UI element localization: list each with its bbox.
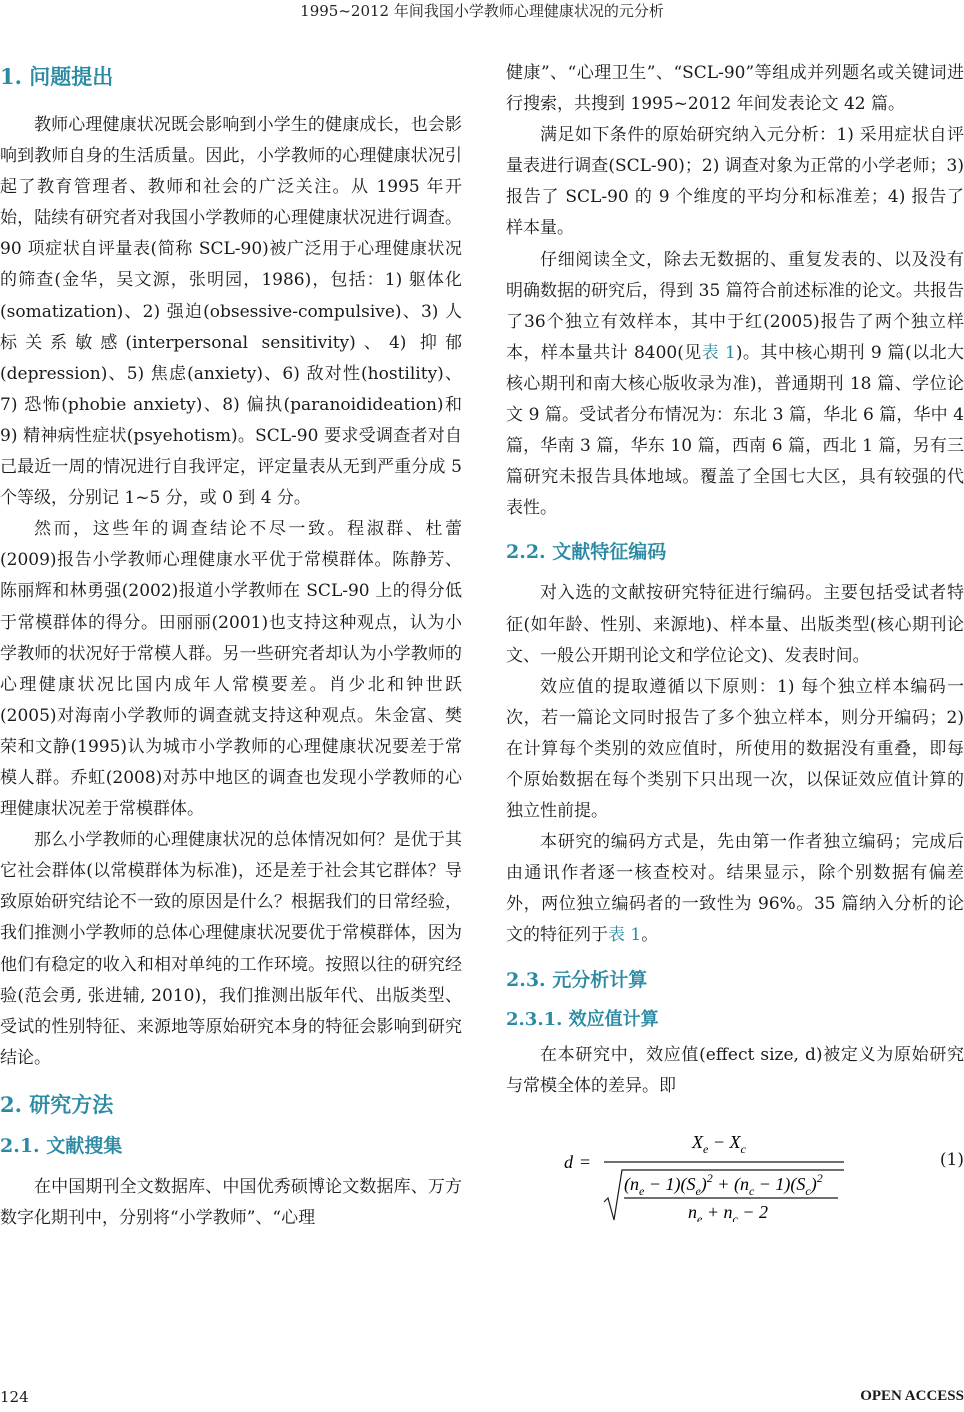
subsection-heading-meta-analysis: 2.3. 元分析计算 (506, 968, 648, 991)
section-heading-problem: 1. 问题提出 (0, 64, 114, 89)
paragraph: 在本研究中，效应值(effect size, d)被定义为原始研究与常模全体的差异。即 (506, 1044, 964, 1096)
paragraph: 满足如下条件的原始研究纳入元分析：1) 采用症状自评量表进行调查(SCL-90)；2) 调查对象为正常的小学老师；3) 报告了 SCL-90 的 9 个维度的平均分和标准差；4) 报告了样本量。 (506, 125, 964, 239)
paragraph: 对入选的文献按研究特征进行编码。主要包括受试者特征(如年龄、性别、来源地)、样本量、出版类型(核心期刊论文、一般公开期刊论文和学位论文)、发表时间。 (506, 583, 964, 666)
text-run: 仔细阅读全文，除去无数据的、重复发表的、以及没有明确数据的研究后，得到 35 篇符合前述标准的论文。共报告了36个独立有效样本，其中于红(2005)报告了两个独立样本，样本量共计 8400(见 (506, 249, 964, 363)
paragraph: 健康”、“心理卫生”、“SCL-90”等组成并列题名或关键词进行搜索，共搜到 1995~2012 年间发表论文 42 篇。 (506, 63, 964, 115)
equation-equals: = (580, 1151, 591, 1172)
open-access-label: OPEN ACCESS (860, 1388, 964, 1404)
paragraph: 那么小学教师的心理健康状况的总体情况如何？是优于其它社会群体(以常模群体为标准)，还是差于社会其它群体？导致原始研究结论不一致的原因是什么？根据我们的日常经验，我们推测小学教师的总体心理健康状况要优于常模群体，因为他们有稳定的收入和相对单纯的工作环境。按照以往的研究经验(范会勇, 张进辅, 2010)，我们推测出版年代、出版类型、受试的性别特征、来源地等原始研究本身的特征会影响到研究结论。 (0, 830, 462, 1068)
subsection-heading-coding: 2.2. 文献特征编码 (506, 541, 667, 564)
section-heading-method: 2. 研究方法 (0, 1091, 114, 1117)
paragraph: 效应值的提取遵循以下原则：1) 每个独立样本编码一次，若一篇论文同时报告了多个独立样本，则分开编码；2) 在计算每个类别的效应值时，所使用的数据没有重叠，即每个原始数据在每个类别下只出现一次，以保证效应值计算的独立性前提。 (506, 676, 964, 822)
subsubsection-heading-effect-size: 2.3.1. 效应值计算 (506, 1008, 659, 1030)
equation-1 (506, 1110, 964, 1222)
left-column (0, 58, 462, 1234)
paragraph (506, 245, 964, 525)
running-header: 1995~2012 年间我国小学教师心理健康状况的元分析 (300, 2, 664, 20)
text-run: )。其中核心期刊 9 篇(以北大核心期刊和南大核心版收录为准)，普通期刊 18 篇、学位论文 9 篇。受试者分布情况为：东北 3 篇，华北 6 篇，华中 4 篇，华南 3 篇，华东 10 篇，西南 6 篇，西北 1 篇，另有三篇研究未报告具体地域。覆盖了全国七大区，具有较强的代表性。 (506, 342, 964, 519)
equation-radicand-bottom: $n_e + n_c - 2$ (688, 1201, 768, 1222)
equation-number: (1) (939, 1149, 964, 1170)
paragraph: 教师心理健康状况既会影响到小学生的健康成长，也会影响到教师自身的生活质量。因此，小学教师的心理健康状况引起了教育管理者、教师和社会的广泛关注。从 1995 年开始，陆续有研究者对我国小学教师的心理健康状况进行调查。90 项症状自评量表(简称 SCL-90)被广泛用于心理健康状况的筛查(金华，吴文源，张明园，1986)，包括：1) 躯体化(somatization)、2) 强迫(obsessive-compulsive)、3) 人标关系敏感(interpersonal sensitivity)、4) 抑郁(depression)、5) 焦虑(anxiety)、6) 敌对性(hostility)、7) 恐怖(phobie anxiety)、8) 偏执(paranoidideation)和 9) 精神病性症状(psyehotism)。SCL-90 要求受调查者对自己最近一周的情况进行自我评定，评定量表从无到严重分成 5 个等级，分别记 1~5 分，或 0 到 4 分。 (0, 115, 462, 509)
right-column (506, 58, 964, 1222)
paragraph (506, 827, 964, 951)
table-1-link[interactable]: 表 1 (608, 925, 642, 946)
paragraph: 在中国期刊全文数据库、中国优秀硕博论文数据库、万方数字化期刊中，分别将“小学教师”、“心理 (0, 1176, 462, 1228)
equation-numerator: $X_e - X_c$ (692, 1131, 746, 1156)
equation-graphic (506, 1110, 886, 1222)
subsection-heading-search: 2.1. 文献搜集 (0, 1134, 123, 1157)
text-run: 本研究的编码方式是，先由第一作者独立编码；完成后由通讯作者逐一核查校对。结果显示，除个别数据有偏差外，两位独立编码者的一致性为 96%。35 篇纳入分析的论文的特征列于 (506, 832, 964, 946)
paragraph: 然而，这些年的调查结论不尽一致。程淑群、杜蕾(2009)报告小学教师心理健康水平优于常模群体。陈静芳、陈丽辉和林勇强(2002)报道小学教师在 SCL-90 上的得分低于常模群体的得分。田丽丽(2001)也支持这种观点，认为小学教师的状况好于常模人群。另一些研究者却认为小学教师的心理健康状况比国内成年人常模要差。肖少北和钟世跃(2005)对海南小学教师的调查就支持这种观点。朱金富、樊荣和文静(1995)认为城市小学教师的心理健康状况要差于常模人群。乔虹(2008)对苏中地区的调查也发现小学教师的心理健康状况差于常模群体。 (0, 519, 462, 820)
text-run: 。 (641, 925, 659, 946)
equation-lhs: d (564, 1151, 573, 1172)
table-1-link[interactable]: 表 1 (701, 342, 736, 363)
page-number: 124 (0, 1388, 29, 1406)
equation-radicand-top: $(n_e - 1)(S_e)^2 + (n_c - 1)(S_c)^2$ (624, 1170, 823, 1198)
